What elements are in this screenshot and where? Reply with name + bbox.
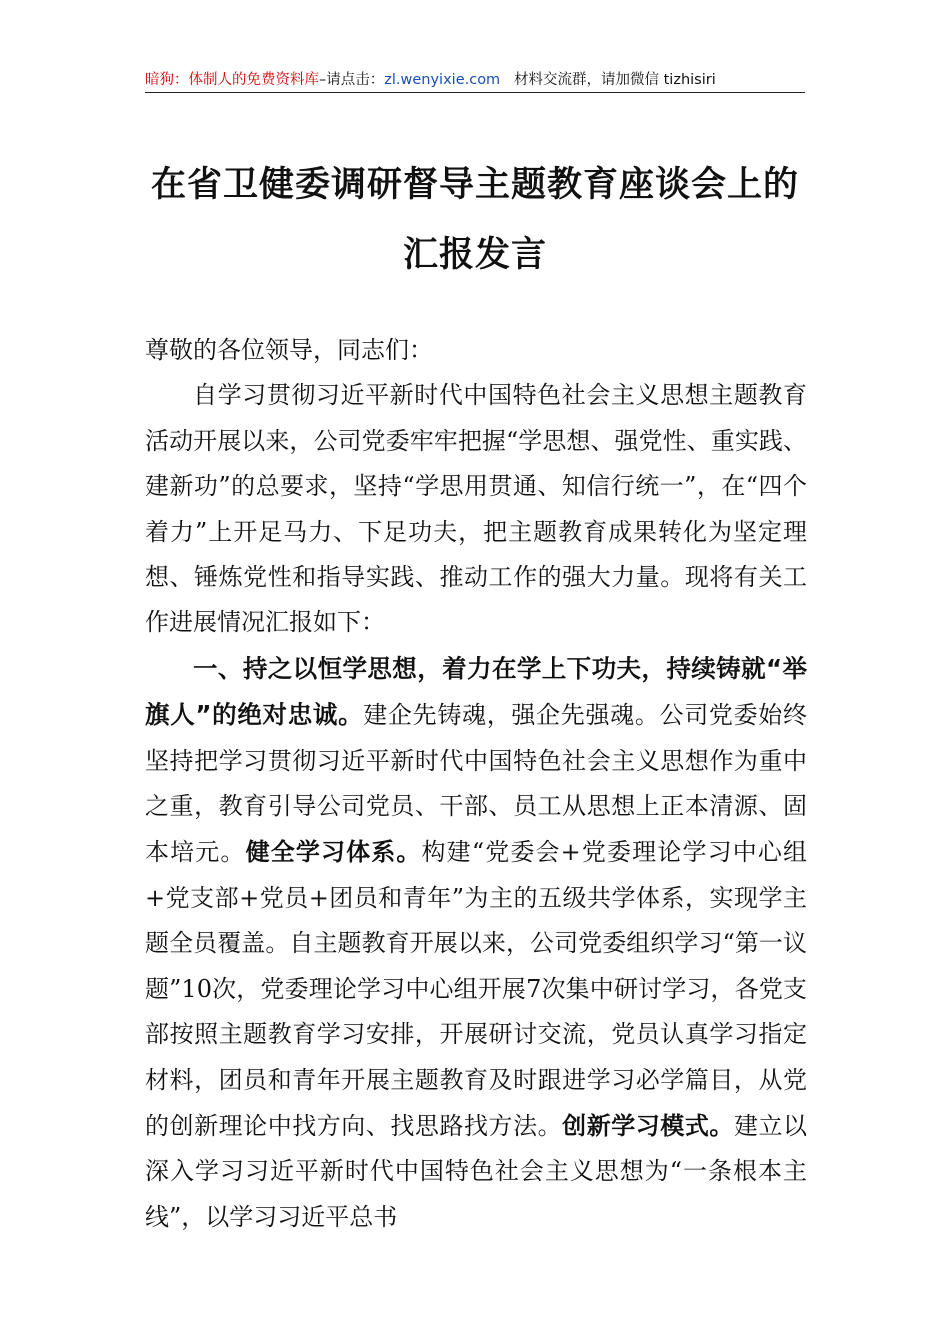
document-body (145, 328, 807, 1240)
salutation: 尊敬的各位领导，同志们： (145, 336, 433, 364)
subsection-2-heading: 创新学习模式。 (562, 1110, 734, 1140)
site-label: 暗狗：体制人的免费资料库 (145, 72, 319, 88)
document-title-line-1: 在省卫健委调研督导主题教育座谈会上的 (150, 164, 799, 205)
subsection-2-text: 建立以深入学习习近平新时代中国特色社会主义思想为“一条根本主线”，以学习习近平总书 (145, 1111, 808, 1231)
intro-paragraph: 自学习贯彻习近平新时代中国特色社会主义思想主题教育活动开展以来，公司党委牢牢把握“学思想、强党性、重实践、建新功”的总要求，坚持“学思用贯通、知信行统一”，在“四个着力”上开足马力、下足功夫，把主题教育成果转化为坚定理想、锤炼党性和指导实践、推动工作的强大力量。现将有关工作进展情况汇报如下： (145, 381, 807, 637)
site-link[interactable]: zl.wenyixie.com (384, 72, 501, 88)
subsection-1-heading: 健全学习体系。 (245, 837, 422, 867)
page-header (145, 68, 805, 93)
section-1-text: 建企先铸魂，强企先强魂。公司党委始终坚持把学习贯彻习近平新时代中国特色社会主义思想作为重中之重，教育引导公司党员、干部、员工从思想上正本清源、固本培元。 (145, 701, 807, 867)
subsection-1-text: 构建“党委会+党委理论学习中心组+党支部+党员+团员和青年”为主的五级共学体系，实现学主题全员覆盖。自主题教育开展以来，公司党委组织学习“第一议题”10次，党委理论学习中心组开展7次集中研讨学习，各党支部按照主题教育学习安排，开展研讨交流，党员认真学习指定材料，团员和青年开展主题教育及时跟进学习必学篇目，从党的创新理论中找方向、找思路找方法。 (145, 838, 808, 1140)
document-title-line-2: 汇报发言 (402, 234, 547, 275)
section-1-heading: 一、持之以恒学思想，着力在学上下功夫，持续铸就“举旗人”的绝对忠诚。 (145, 653, 807, 730)
section-1-paragraph (145, 646, 807, 1240)
click-label: –请点击： (319, 72, 385, 88)
group-contact-text: 材料交流群，请加微信 tizhisiri (514, 72, 716, 88)
